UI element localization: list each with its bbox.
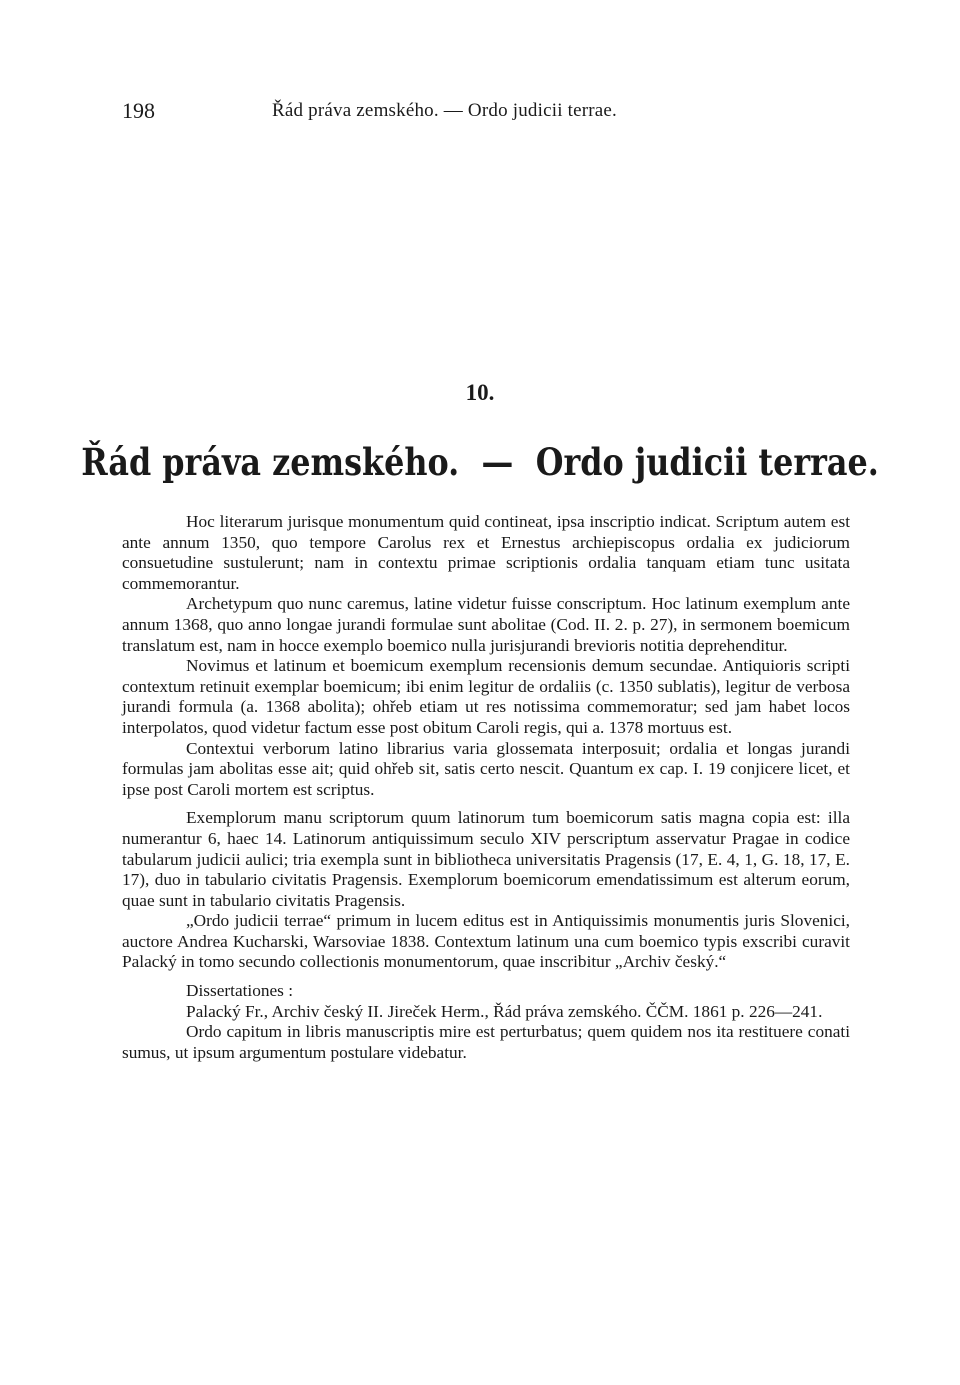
paragraph-editions: „Ordo judicii terrae“ primum in lucem editus est in Antiquissimis monumentis juris Slovenici, auctore Andrea Kucharski, Warsoviae 1838. Contextum latinum una cum boemico typis exscribi curavit Palacký in tomo secundo collectionis monumentorum, quae inscribitur „Archiv český.“ bbox=[122, 911, 850, 972]
body-text bbox=[122, 512, 850, 1063]
chapter-number: 10. bbox=[465, 380, 495, 405]
chapter-title-czech: Řád práva zemského. bbox=[81, 440, 460, 484]
paragraph-dissertationes-heading: Dissertationes : bbox=[186, 981, 294, 1001]
paragraph-recension: Novimus et latinum et boemicum exemplum recensionis demum secundae. Antiquioris scripti contextum retinuit exemplar boemicum; ibi enim legitur de ordaliis (c. 1350 sublatis), legitur de verbosa jurandi formula (a. 1368 abolita); ohřeb etiam ut res notissima commemoratur; sed jam habet locos interpolatos, quod videtur factum esse post obitum Caroli regis, qui a. 1378 mortuus est. bbox=[122, 656, 850, 737]
running-title: Řád práva zemského. — Ordo judicii terrae. bbox=[272, 100, 618, 121]
chapter-title bbox=[67, 440, 893, 484]
running-head bbox=[122, 98, 852, 128]
paragraph-glossemata: Contextui verborum latino librarius varia glossemata interposuit; ordalia et longas jurandi formulas jam abolitas esse ait; quid ohřeb sit, satis certo nescit. Quantum ex cap. I. 19 conjicere licet, et ipse post Caroli mortem est scriptus. bbox=[122, 738, 850, 799]
paragraph-ordo-capitum: Ordo capitum in libris manuscriptis mire est perturbatus; quem quidem nos ita restituere conati sumus, ut ipsum argumentum postulare videbatur. bbox=[122, 1022, 850, 1062]
page-number: 198 bbox=[122, 98, 155, 123]
paragraph-inscription: Hoc literarum jurisque monumentum quid contineat, ipsa inscriptio indicat. Scriptum autem est ante annum 1350, quo tempore Carolus rex et Ernestus archiepiscopus ordalia ex judiciorum consuetudine sustulerunt; nam in contextu primae scriptionis ordalia tanquam etiam tunc usitata commemorantur. bbox=[122, 512, 850, 593]
paragraph-manuscripts: Exemplorum manu scriptorum quum latinorum tum boemicorum satis magna copia est: illa numerantur 6, haec 14. Latinorum antiquissimum seculo XIV perscriptum asservatur Pragae in codice tabularum judicii aulici; tria exempla sunt in bibliotheca universitatis Pragensis (17, E. 4, 1, G. 18, 17, E. 17), duo in tabulario civitatis Pragensis. Exemplorum boemicorum emendatissimum est alterum eorum, quae sunt in tabulario civitatis Pragensis. bbox=[122, 808, 850, 910]
chapter-title-dash: — bbox=[481, 440, 514, 484]
paragraph-dissertationes-list: Palacký Fr., Archiv český II. Jireček Herm., Řád práva zemského. ČČM. 1861 p. 226—241. bbox=[186, 1001, 823, 1021]
paragraph-archetype: Archetypum quo nunc caremus, latine videtur fuisse conscriptum. Hoc latinum exemplum ante annum 1368, quo anno longae jurandi formulae sunt abolitae (Cod. II. 2. p. 27), in sermonem boemicum translatum est, nam in hocce exemplo boemico nulla jurisjurandi brevioris notitia deprehenditur. bbox=[122, 594, 850, 655]
chapter-title-latin: Ordo judicii terrae. bbox=[535, 440, 879, 484]
